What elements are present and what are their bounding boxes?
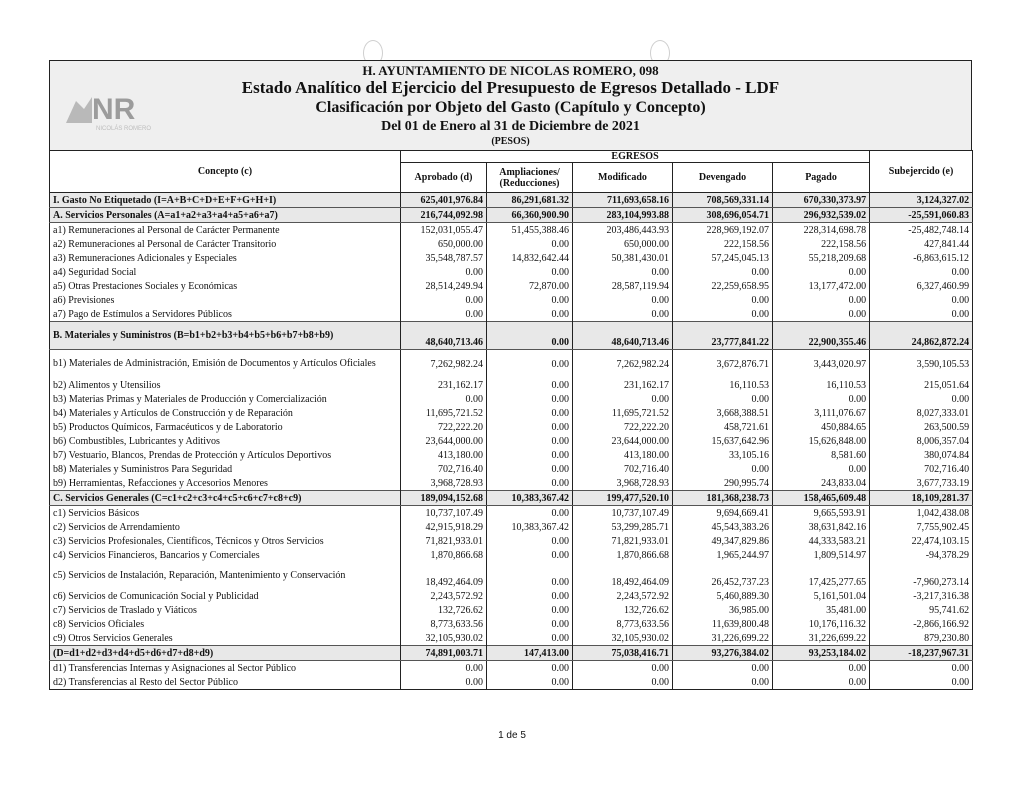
col-header-devengado: Devengado bbox=[673, 163, 773, 193]
row-subejercido: -25,591,060.83 bbox=[870, 208, 973, 223]
row-devengado: 0.00 bbox=[673, 675, 773, 690]
table-row bbox=[50, 506, 973, 521]
row-aprobado: 11,695,721.52 bbox=[401, 406, 487, 420]
budget-table bbox=[49, 150, 973, 690]
table-row bbox=[50, 520, 973, 534]
row-ampliaciones: 0.00 bbox=[487, 675, 573, 690]
table-row bbox=[50, 350, 973, 379]
col-header-subejercido: Subejercido (e) bbox=[870, 151, 973, 193]
row-pagado: 0.00 bbox=[773, 462, 870, 476]
table-row bbox=[50, 661, 973, 676]
row-subejercido: 22,474,103.15 bbox=[870, 534, 973, 548]
row-pagado: 5,161,501.04 bbox=[773, 589, 870, 603]
table-row bbox=[50, 378, 973, 392]
table-row bbox=[50, 462, 973, 476]
row-subejercido: 18,109,281.37 bbox=[870, 491, 973, 506]
row-aprobado: 189,094,152.68 bbox=[401, 491, 487, 506]
row-devengado: 26,452,737.23 bbox=[673, 562, 773, 589]
row-pagado: 22,900,355.46 bbox=[773, 322, 870, 350]
row-devengado: 0.00 bbox=[673, 661, 773, 676]
row-ampliaciones: 0.00 bbox=[487, 603, 573, 617]
table-row bbox=[50, 617, 973, 631]
row-devengado: 45,543,383.26 bbox=[673, 520, 773, 534]
report-header bbox=[49, 60, 972, 151]
row-subejercido: -25,482,748.14 bbox=[870, 223, 973, 238]
row-modificado: 18,492,464.09 bbox=[573, 562, 673, 589]
row-subejercido: 879,230.80 bbox=[870, 631, 973, 646]
table-row bbox=[50, 603, 973, 617]
row-concept: b1) Materiales de Administración, Emisión de Documentos y Artículos Oficiales bbox=[50, 350, 401, 379]
row-devengado: 458,721.61 bbox=[673, 420, 773, 434]
row-devengado: 5,460,889.30 bbox=[673, 589, 773, 603]
row-devengado: 57,245,045.13 bbox=[673, 251, 773, 265]
row-modificado: 50,381,430.01 bbox=[573, 251, 673, 265]
row-modificado: 11,695,721.52 bbox=[573, 406, 673, 420]
row-ampliaciones: 0.00 bbox=[487, 378, 573, 392]
report-period: Del 01 de Enero al 31 de Diciembre de 2021 bbox=[381, 119, 640, 134]
row-modificado: 413,180.00 bbox=[573, 448, 673, 462]
row-devengado: 15,637,642.96 bbox=[673, 434, 773, 448]
row-concept: a1) Remuneraciones al Personal de Carácter Permanente bbox=[50, 223, 401, 238]
row-devengado: 0.00 bbox=[673, 265, 773, 279]
row-ampliaciones: 10,383,367.42 bbox=[487, 520, 573, 534]
row-modificado: 23,644,000.00 bbox=[573, 434, 673, 448]
row-concept: c4) Servicios Financieros, Bancarios y Comerciales bbox=[50, 548, 401, 562]
table-row bbox=[50, 562, 973, 589]
row-modificado: 1,870,866.68 bbox=[573, 548, 673, 562]
row-modificado: 28,587,119.94 bbox=[573, 279, 673, 293]
row-pagado: 35,481.00 bbox=[773, 603, 870, 617]
table-row bbox=[50, 631, 973, 646]
row-devengado: 33,105.16 bbox=[673, 448, 773, 462]
row-aprobado: 48,640,713.46 bbox=[401, 322, 487, 350]
row-ampliaciones: 0.00 bbox=[487, 420, 573, 434]
row-pagado: 3,111,076.67 bbox=[773, 406, 870, 420]
table-row bbox=[50, 265, 973, 279]
row-concept: b2) Alimentos y Utensilios bbox=[50, 378, 401, 392]
row-modificado: 650,000.00 bbox=[573, 237, 673, 251]
row-aprobado: 18,492,464.09 bbox=[401, 562, 487, 589]
row-aprobado: 10,737,107.49 bbox=[401, 506, 487, 521]
row-ampliaciones: 0.00 bbox=[487, 462, 573, 476]
row-concept: c5) Servicios de Instalación, Reparación, Mantenimiento y Conservación bbox=[50, 562, 401, 589]
row-pagado: 9,665,593.91 bbox=[773, 506, 870, 521]
row-pagado: 44,333,583.21 bbox=[773, 534, 870, 548]
row-ampliaciones: 0.00 bbox=[487, 448, 573, 462]
row-concept: (D=d1+d2+d3+d4+d5+d6+d7+d8+d9) bbox=[50, 646, 401, 661]
row-modificado: 53,299,285.71 bbox=[573, 520, 673, 534]
row-pagado: 17,425,277.65 bbox=[773, 562, 870, 589]
row-aprobado: 23,644,000.00 bbox=[401, 434, 487, 448]
row-concept: a4) Seguridad Social bbox=[50, 265, 401, 279]
row-subejercido: 215,051.64 bbox=[870, 378, 973, 392]
row-subejercido: 427,841.44 bbox=[870, 237, 973, 251]
row-pagado: 0.00 bbox=[773, 392, 870, 406]
row-ampliaciones: 51,455,388.46 bbox=[487, 223, 573, 238]
row-pagado: 296,932,539.02 bbox=[773, 208, 870, 223]
table-row bbox=[50, 406, 973, 420]
row-modificado: 0.00 bbox=[573, 265, 673, 279]
row-devengado: 228,969,192.07 bbox=[673, 223, 773, 238]
table-row bbox=[50, 322, 973, 350]
col-header-aprobado: Aprobado (d) bbox=[401, 163, 487, 193]
row-concept: c8) Servicios Oficiales bbox=[50, 617, 401, 631]
report-title: Estado Analítico del Ejercicio del Presupuesto de Egresos Detallado - LDF bbox=[241, 78, 780, 97]
row-aprobado: 722,222.20 bbox=[401, 420, 487, 434]
row-subejercido: 8,006,357.04 bbox=[870, 434, 973, 448]
row-pagado: 15,626,848.00 bbox=[773, 434, 870, 448]
row-ampliaciones: 0.00 bbox=[487, 589, 573, 603]
row-devengado: 16,110.53 bbox=[673, 378, 773, 392]
table-row bbox=[50, 476, 973, 491]
row-concept: a6) Previsiones bbox=[50, 293, 401, 307]
row-pagado: 8,581.60 bbox=[773, 448, 870, 462]
row-subejercido: 24,862,872.24 bbox=[870, 322, 973, 350]
row-ampliaciones: 0.00 bbox=[487, 322, 573, 350]
table-row bbox=[50, 491, 973, 506]
row-concept: a3) Remuneraciones Adicionales y Especiales bbox=[50, 251, 401, 265]
row-devengado: 36,985.00 bbox=[673, 603, 773, 617]
table-row bbox=[50, 548, 973, 562]
row-aprobado: 8,773,633.56 bbox=[401, 617, 487, 631]
row-aprobado: 231,162.17 bbox=[401, 378, 487, 392]
row-concept: C. Servicios Generales (C=c1+c2+c3+c4+c5+c6+c7+c8+c9) bbox=[50, 491, 401, 506]
row-modificado: 203,486,443.93 bbox=[573, 223, 673, 238]
row-devengado: 181,368,238.73 bbox=[673, 491, 773, 506]
row-subejercido: 702,716.40 bbox=[870, 462, 973, 476]
row-modificado: 75,038,416.71 bbox=[573, 646, 673, 661]
row-subejercido: 0.00 bbox=[870, 392, 973, 406]
row-devengado: 0.00 bbox=[673, 293, 773, 307]
row-aprobado: 625,401,976.84 bbox=[401, 193, 487, 208]
row-subejercido: 380,074.84 bbox=[870, 448, 973, 462]
row-devengado: 1,965,244.97 bbox=[673, 548, 773, 562]
row-ampliaciones: 0.00 bbox=[487, 434, 573, 448]
row-concept: d2) Transferencias al Resto del Sector Público bbox=[50, 675, 401, 690]
col-header-egresos: EGRESOS bbox=[401, 151, 870, 163]
row-devengado: 3,672,876.71 bbox=[673, 350, 773, 379]
row-aprobado: 650,000.00 bbox=[401, 237, 487, 251]
logo-text: NR bbox=[92, 93, 136, 126]
row-subejercido: 1,042,438.08 bbox=[870, 506, 973, 521]
row-pagado: 16,110.53 bbox=[773, 378, 870, 392]
row-ampliaciones: 147,413.00 bbox=[487, 646, 573, 661]
row-aprobado: 28,514,249.94 bbox=[401, 279, 487, 293]
row-subejercido: -7,960,273.14 bbox=[870, 562, 973, 589]
row-ampliaciones: 0.00 bbox=[487, 534, 573, 548]
row-subejercido: 0.00 bbox=[870, 661, 973, 676]
row-aprobado: 1,870,866.68 bbox=[401, 548, 487, 562]
row-subejercido: 3,590,105.53 bbox=[870, 350, 973, 379]
row-concept: b4) Materiales y Artículos de Construcción y de Reparación bbox=[50, 406, 401, 420]
row-modificado: 2,243,572.92 bbox=[573, 589, 673, 603]
table-row bbox=[50, 223, 973, 238]
row-ampliaciones: 0.00 bbox=[487, 237, 573, 251]
row-concept: b3) Materias Primas y Materiales de Producción y Comercialización bbox=[50, 392, 401, 406]
row-pagado: 243,833.04 bbox=[773, 476, 870, 491]
report-subtitle: Clasificación por Objeto del Gasto (Capítulo y Concepto) bbox=[315, 99, 706, 116]
row-ampliaciones: 0.00 bbox=[487, 406, 573, 420]
row-subejercido: -18,237,967.31 bbox=[870, 646, 973, 661]
row-subejercido: -6,863,615.12 bbox=[870, 251, 973, 265]
row-concept: b9) Herramientas, Refacciones y Accesorios Menores bbox=[50, 476, 401, 491]
row-ampliaciones: 10,383,367.42 bbox=[487, 491, 573, 506]
row-devengado: 0.00 bbox=[673, 307, 773, 322]
table-row bbox=[50, 420, 973, 434]
row-ampliaciones: 0.00 bbox=[487, 293, 573, 307]
table-row bbox=[50, 646, 973, 661]
row-devengado: 22,259,658.95 bbox=[673, 279, 773, 293]
row-concept: b7) Vestuario, Blancos, Prendas de Protección y Artículos Deportivos bbox=[50, 448, 401, 462]
table-row bbox=[50, 392, 973, 406]
row-ampliaciones: 0.00 bbox=[487, 307, 573, 322]
col-header-concept: Concepto (c) bbox=[50, 151, 401, 193]
row-modificado: 0.00 bbox=[573, 392, 673, 406]
row-concept: c6) Servicios de Comunicación Social y Publicidad bbox=[50, 589, 401, 603]
row-pagado: 670,330,373.97 bbox=[773, 193, 870, 208]
row-pagado: 31,226,699.22 bbox=[773, 631, 870, 646]
row-concept: a2) Remuneraciones al Personal de Carácter Transitorio bbox=[50, 237, 401, 251]
row-ampliaciones: 0.00 bbox=[487, 476, 573, 491]
row-pagado: 450,884.65 bbox=[773, 420, 870, 434]
row-concept: c2) Servicios de Arrendamiento bbox=[50, 520, 401, 534]
row-subejercido: 3,124,327.02 bbox=[870, 193, 973, 208]
row-concept: b6) Combustibles, Lubricantes y Aditivos bbox=[50, 434, 401, 448]
row-pagado: 0.00 bbox=[773, 307, 870, 322]
page-number: 1 de 5 bbox=[498, 730, 526, 741]
row-concept: c1) Servicios Básicos bbox=[50, 506, 401, 521]
row-pagado: 3,443,020.97 bbox=[773, 350, 870, 379]
row-subejercido: 8,027,333.01 bbox=[870, 406, 973, 420]
row-modificado: 0.00 bbox=[573, 307, 673, 322]
table-row bbox=[50, 434, 973, 448]
row-aprobado: 0.00 bbox=[401, 293, 487, 307]
row-subejercido: 263,500.59 bbox=[870, 420, 973, 434]
row-pagado: 38,631,842.16 bbox=[773, 520, 870, 534]
row-ampliaciones: 0.00 bbox=[487, 350, 573, 379]
row-devengado: 290,995.74 bbox=[673, 476, 773, 491]
row-modificado: 7,262,982.24 bbox=[573, 350, 673, 379]
row-concept: a7) Pago de Estímulos a Servidores Públicos bbox=[50, 307, 401, 322]
row-aprobado: 152,031,055.47 bbox=[401, 223, 487, 238]
row-modificado: 48,640,713.46 bbox=[573, 322, 673, 350]
row-ampliaciones: 0.00 bbox=[487, 548, 573, 562]
row-pagado: 0.00 bbox=[773, 675, 870, 690]
row-modificado: 199,477,520.10 bbox=[573, 491, 673, 506]
row-modificado: 8,773,633.56 bbox=[573, 617, 673, 631]
row-modificado: 132,726.62 bbox=[573, 603, 673, 617]
row-aprobado: 0.00 bbox=[401, 265, 487, 279]
row-devengado: 93,276,384.02 bbox=[673, 646, 773, 661]
row-devengado: 0.00 bbox=[673, 462, 773, 476]
row-aprobado: 7,262,982.24 bbox=[401, 350, 487, 379]
table-row bbox=[50, 589, 973, 603]
row-subejercido: -94,378.29 bbox=[870, 548, 973, 562]
row-subejercido: 0.00 bbox=[870, 307, 973, 322]
row-ampliaciones: 0.00 bbox=[487, 506, 573, 521]
row-pagado: 55,218,209.68 bbox=[773, 251, 870, 265]
row-pagado: 93,253,184.02 bbox=[773, 646, 870, 661]
row-aprobado: 702,716.40 bbox=[401, 462, 487, 476]
col-header-pagado: Pagado bbox=[773, 163, 870, 193]
row-devengado: 9,694,669.41 bbox=[673, 506, 773, 521]
row-modificado: 71,821,933.01 bbox=[573, 534, 673, 548]
row-subejercido: 7,755,902.45 bbox=[870, 520, 973, 534]
row-modificado: 283,104,993.88 bbox=[573, 208, 673, 223]
row-pagado: 1,809,514.97 bbox=[773, 548, 870, 562]
row-devengado: 11,639,800.48 bbox=[673, 617, 773, 631]
entity-name: H. AYUNTAMIENTO DE NICOLAS ROMERO, 098 bbox=[362, 63, 659, 78]
col-header-modificado: Modificado bbox=[573, 163, 673, 193]
logo-subtext: NICOLÁS ROMERO bbox=[96, 126, 152, 132]
row-ampliaciones: 0.00 bbox=[487, 392, 573, 406]
row-ampliaciones: 72,870.00 bbox=[487, 279, 573, 293]
row-modificado: 10,737,107.49 bbox=[573, 506, 673, 521]
row-aprobado: 2,243,572.92 bbox=[401, 589, 487, 603]
table-row bbox=[50, 193, 973, 208]
row-ampliaciones: 0.00 bbox=[487, 631, 573, 646]
row-pagado: 10,176,116.32 bbox=[773, 617, 870, 631]
row-aprobado: 216,744,092.98 bbox=[401, 208, 487, 223]
row-pagado: 158,465,609.48 bbox=[773, 491, 870, 506]
row-concept: a5) Otras Prestaciones Sociales y Económicas bbox=[50, 279, 401, 293]
row-ampliaciones: 0.00 bbox=[487, 661, 573, 676]
row-devengado: 3,668,388.51 bbox=[673, 406, 773, 420]
row-subejercido: 0.00 bbox=[870, 293, 973, 307]
row-subejercido: 0.00 bbox=[870, 265, 973, 279]
row-subejercido: -3,217,316.38 bbox=[870, 589, 973, 603]
row-aprobado: 0.00 bbox=[401, 661, 487, 676]
row-ampliaciones: 14,832,642.44 bbox=[487, 251, 573, 265]
row-aprobado: 32,105,930.02 bbox=[401, 631, 487, 646]
row-concept: b8) Materiales y Suministros Para Seguridad bbox=[50, 462, 401, 476]
row-devengado: 222,158.56 bbox=[673, 237, 773, 251]
row-pagado: 0.00 bbox=[773, 265, 870, 279]
row-concept: B. Materiales y Suministros (B=b1+b2+b3+b4+b5+b6+b7+b8+b9) bbox=[50, 322, 401, 350]
row-devengado: 0.00 bbox=[673, 392, 773, 406]
row-modificado: 0.00 bbox=[573, 661, 673, 676]
row-pagado: 13,177,472.00 bbox=[773, 279, 870, 293]
row-aprobado: 35,548,787.57 bbox=[401, 251, 487, 265]
row-subejercido: -2,866,166.92 bbox=[870, 617, 973, 631]
row-subejercido: 95,741.62 bbox=[870, 603, 973, 617]
row-concept: b5) Productos Químicos, Farmacéuticos y de Laboratorio bbox=[50, 420, 401, 434]
row-aprobado: 0.00 bbox=[401, 392, 487, 406]
row-modificado: 231,162.17 bbox=[573, 378, 673, 392]
report-currency: (PESOS) bbox=[491, 136, 530, 147]
row-concept: I. Gasto No Etiquetado (I=A+B+C+D+E+F+G+H+I) bbox=[50, 193, 401, 208]
row-pagado: 0.00 bbox=[773, 293, 870, 307]
row-devengado: 31,226,699.22 bbox=[673, 631, 773, 646]
row-aprobado: 3,968,728.93 bbox=[401, 476, 487, 491]
row-concept: c3) Servicios Profesionales, Científicos, Técnicos y Otros Servicios bbox=[50, 534, 401, 548]
row-aprobado: 132,726.62 bbox=[401, 603, 487, 617]
row-concept: d1) Transferencias Internas y Asignaciones al Sector Público bbox=[50, 661, 401, 676]
row-modificado: 711,693,658.16 bbox=[573, 193, 673, 208]
table-row bbox=[50, 534, 973, 548]
row-concept: A. Servicios Personales (A=a1+a2+a3+a4+a5+a6+a7) bbox=[50, 208, 401, 223]
row-concept: c9) Otros Servicios Generales bbox=[50, 631, 401, 646]
row-aprobado: 71,821,933.01 bbox=[401, 534, 487, 548]
table-row bbox=[50, 237, 973, 251]
table-row bbox=[50, 293, 973, 307]
row-devengado: 49,347,829.86 bbox=[673, 534, 773, 548]
table-row bbox=[50, 208, 973, 223]
row-subejercido: 6,327,460.99 bbox=[870, 279, 973, 293]
row-ampliaciones: 0.00 bbox=[487, 265, 573, 279]
table-row bbox=[50, 279, 973, 293]
row-pagado: 222,158.56 bbox=[773, 237, 870, 251]
row-ampliaciones: 0.00 bbox=[487, 617, 573, 631]
row-aprobado: 42,915,918.29 bbox=[401, 520, 487, 534]
row-aprobado: 74,891,003.71 bbox=[401, 646, 487, 661]
row-modificado: 702,716.40 bbox=[573, 462, 673, 476]
row-ampliaciones: 66,360,900.90 bbox=[487, 208, 573, 223]
row-pagado: 0.00 bbox=[773, 661, 870, 676]
row-modificado: 32,105,930.02 bbox=[573, 631, 673, 646]
row-devengado: 23,777,841.22 bbox=[673, 322, 773, 350]
table-row bbox=[50, 675, 973, 690]
row-subejercido: 3,677,733.19 bbox=[870, 476, 973, 491]
row-devengado: 708,569,331.14 bbox=[673, 193, 773, 208]
row-subejercido: 0.00 bbox=[870, 675, 973, 690]
row-aprobado: 0.00 bbox=[401, 675, 487, 690]
row-pagado: 228,314,698.78 bbox=[773, 223, 870, 238]
row-concept: c7) Servicios de Traslado y Viáticos bbox=[50, 603, 401, 617]
col-header-ampliaciones: Ampliaciones/ (Reducciones) bbox=[487, 163, 573, 193]
row-modificado: 0.00 bbox=[573, 293, 673, 307]
row-ampliaciones: 0.00 bbox=[487, 562, 573, 589]
row-aprobado: 413,180.00 bbox=[401, 448, 487, 462]
row-ampliaciones: 86,291,681.32 bbox=[487, 193, 573, 208]
table-body bbox=[50, 193, 973, 690]
row-modificado: 0.00 bbox=[573, 675, 673, 690]
row-modificado: 722,222.20 bbox=[573, 420, 673, 434]
table-row bbox=[50, 448, 973, 462]
table-row bbox=[50, 251, 973, 265]
row-aprobado: 0.00 bbox=[401, 307, 487, 322]
row-devengado: 308,696,054.71 bbox=[673, 208, 773, 223]
table-row bbox=[50, 307, 973, 322]
row-modificado: 3,968,728.93 bbox=[573, 476, 673, 491]
